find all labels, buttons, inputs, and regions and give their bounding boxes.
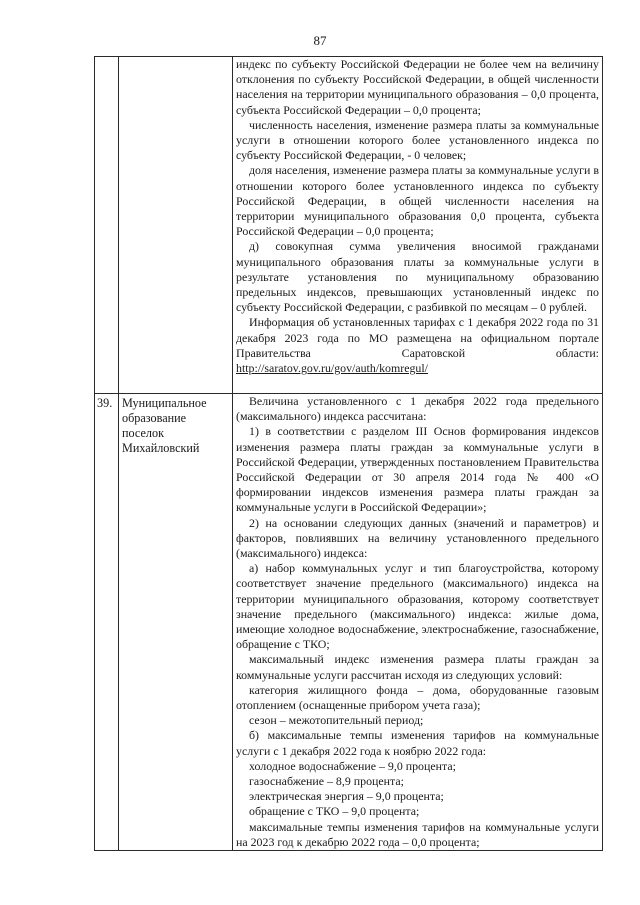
municipality-line: Муниципальное	[122, 396, 207, 410]
paragraph: холодное водоснабжение – 9,0 процента;	[249, 758, 456, 773]
municipality-line: образование	[122, 411, 187, 425]
description-cell	[233, 57, 603, 394]
data-table	[94, 56, 603, 851]
paragraph: 1) в соответствии с разделом III Основ формирования индексов изменения размера платы граждан за коммунальные услуги в Российской Федерации, утвержденных постановлением Правительства Российской Федерации от 30 апреля 2014 года № 400 «О формировании индексов изменения размера платы граждан за коммунальные услуги в Российской Федерации»;	[236, 424, 599, 515]
paragraph: максимальный индекс изменения размера платы граждан за коммунальные услуги рассчитан исходя из следующих условий:	[236, 652, 599, 682]
page-number: 87	[313, 33, 327, 48]
paragraph: численность населения, изменение размера платы за коммунальные услуги в отношении которого более установленного индекса по субъекту Российской Федерации, - 0 человек;	[236, 117, 599, 163]
paragraph: доля населения, изменение размера платы за коммунальные услуги в отношении которого более установленного индекса по субъекту Российской Федерации, в общей численности населения на территории муниципального образования 0,0 процента, субъекта Российской Федерации – 0,0 процента;	[236, 163, 599, 239]
description-cell	[233, 394, 603, 851]
row-number-cell	[95, 57, 119, 394]
paragraph: индекс по субъекту Российской Федерации не более чем на величину отклонения по субъекту Российской Федерации, в общей численности населения на территории муниципального образования – 0,0 процента, субъекта Российской Федерации – 0,0 процента;	[236, 57, 599, 117]
paragraph: категория жилищного фонда – дома, оборудованные газовым отоплением (оснащенные прибором учета газа);	[236, 682, 599, 713]
paragraph	[236, 315, 599, 376]
paragraph: д) совокупная сумма увеличения вносимой гражданами муниципального образования платы за коммунальные услуги в результате установления по муниципальному образованию предельных индексов, превышающих установленный индекс по субъекту Российской Федерации, с разбивкой по месяцам – 0 рублей.	[236, 239, 599, 315]
municipality-line: Михайловский	[122, 441, 200, 455]
municipality-cell	[119, 57, 233, 394]
paragraph: электрическая энергия – 9,0 процента;	[249, 789, 444, 804]
row-number: 39.	[95, 394, 119, 851]
paragraph: максимальные темпы изменения тарифов на коммунальные услуги на 2023 год к декабрю 2022 года – 0,0 процента;	[236, 819, 599, 849]
paragraph: Величина установленного с 1 декабря 2022 года предельного (максимального) индекса рассчитана:	[236, 394, 599, 424]
paragraph: б) максимальные темпы изменения тарифов на коммунальные услуги с 1 декабря 2022 года к ноябрю 2022 года:	[236, 728, 599, 758]
paragraph-text: Информация об установленных тарифах с 1 декабря 2022 года по 31 декабря 2023 года по МО размещена на официальном портале Правительства Саратовской области:	[236, 315, 599, 360]
table-row-continued	[95, 57, 603, 394]
paragraph: 2) на основании следующих данных (значений и параметров) и факторов, повлиявших на величину установленного предельного (максимального) индекса:	[236, 515, 599, 561]
table-row-39	[95, 394, 603, 851]
paragraph: сезон – межотопительный период;	[249, 713, 424, 728]
portal-link[interactable]: http://saratov.gov.ru/gov/auth/komregul/	[236, 361, 428, 376]
municipality-name	[119, 394, 233, 851]
paragraph: газоснабжение – 8,9 процента;	[249, 774, 404, 789]
municipality-line: поселок	[122, 426, 164, 440]
paragraph: обращение с ТКО – 9,0 процента;	[249, 804, 420, 819]
paragraph: а) набор коммунальных услуг и тип благоустройства, которому соответствует значение предельного (максимального) индекса на территории муниципального образования, которому соответствует значение предельного (максимального) индекса: жилые дома, имеющие холодное водоснабжение, электроснабжение, газоснабжение, обращение с ТКО;	[236, 561, 599, 652]
